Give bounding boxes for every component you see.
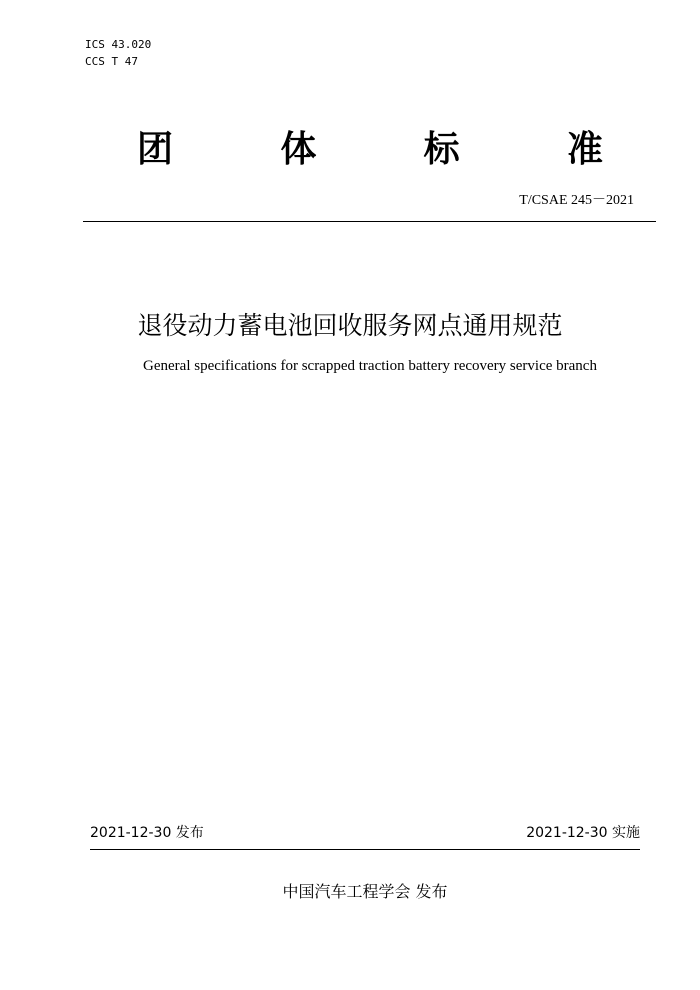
footer-divider bbox=[90, 849, 640, 850]
classification-codes bbox=[85, 36, 151, 70]
ccs-code: CCS T 47 bbox=[85, 55, 138, 68]
document-title-chinese: 退役动力蓄电池回收服务网点通用规范 bbox=[137, 311, 563, 340]
standard-type-heading bbox=[100, 126, 640, 174]
standard-type-char: 体 bbox=[280, 129, 317, 170]
ics-code: ICS 43.020 bbox=[85, 38, 152, 51]
standard-number: T/CSAE 245－2021 bbox=[519, 193, 634, 208]
standard-type-char: 标 bbox=[423, 129, 460, 170]
issue-date: 2021-12-30 发布 bbox=[90, 825, 204, 841]
standard-type-char: 准 bbox=[566, 129, 603, 170]
document-title-english: General specifications for scrapped traction battery recovery service branch bbox=[143, 358, 597, 374]
header-divider bbox=[83, 221, 656, 222]
publisher: 中国汽车工程学会 发布 bbox=[282, 882, 448, 901]
implementation-date: 2021-12-30 实施 bbox=[526, 825, 640, 841]
standard-type-char: 团 bbox=[136, 129, 173, 170]
